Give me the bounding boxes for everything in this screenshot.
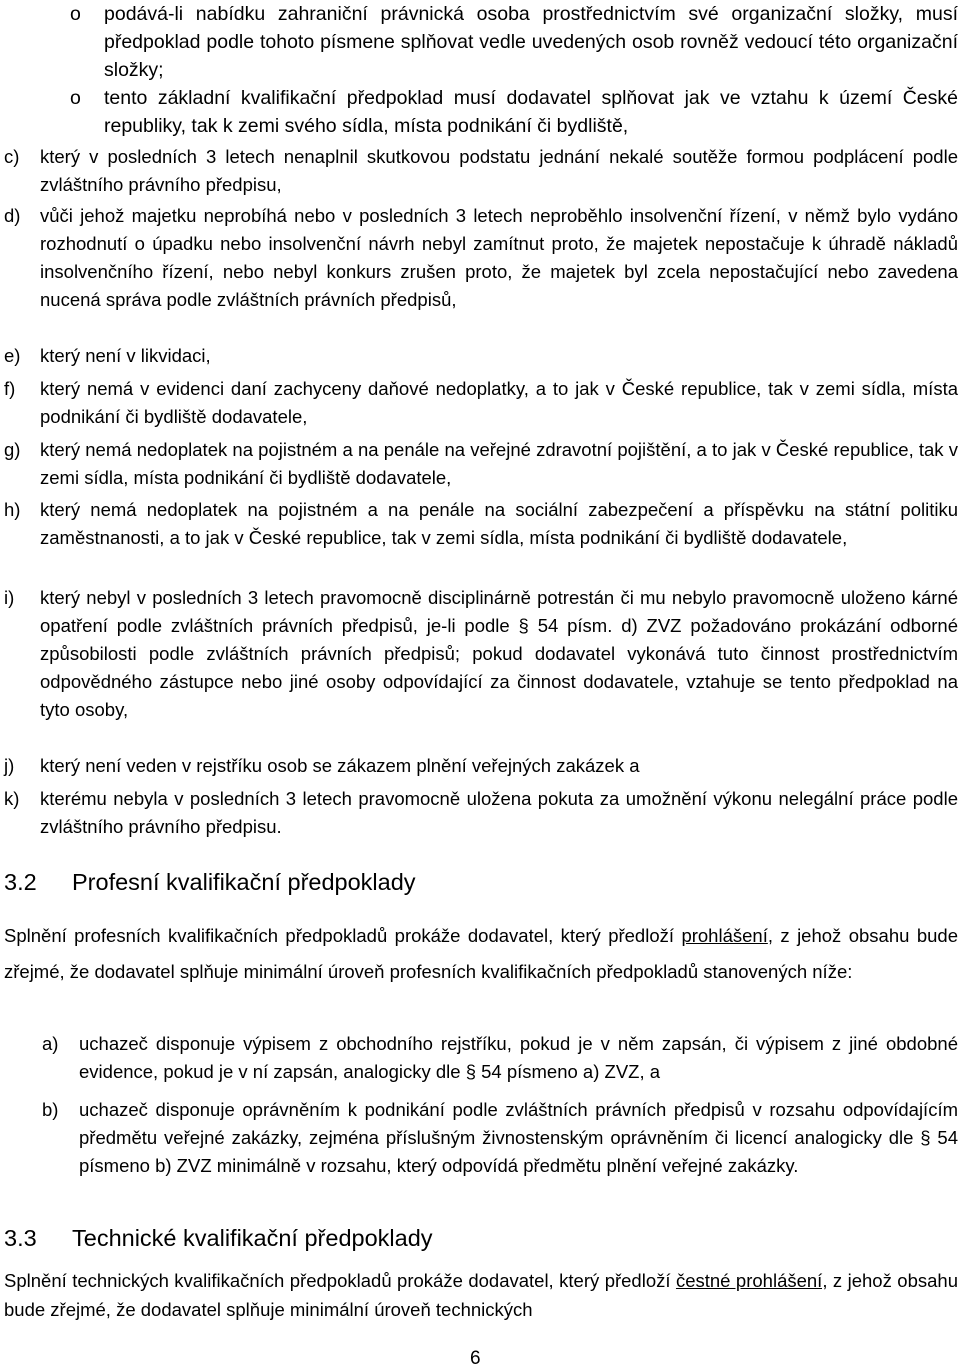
list-marker: k) [4,788,20,809]
list-item-i [4,584,958,724]
paragraph-text: z jehož obsahu bude zřejmé, že dodavatel splňuje minimální úroveň technických [4,1270,958,1320]
sub-item [70,0,958,84]
sub-item [70,84,958,140]
list-marker: g) [4,439,21,460]
list-marker: f) [4,378,16,399]
underlined-term: čestné prohlášení, [675,1270,828,1291]
section-heading-3-3 [4,1222,433,1254]
list-item-text: který nemá nedoplatek na pojistném a na penále na veřejné zdravotní pojištění, a to jak v České republice, tak v zemi sídla, místa podnikání či bydliště dodavatele, [40,439,958,488]
list-item-text: vůči jehož majetku neprobíhá nebo v posledních 3 letech neproběhlo insolvenční řízení, v němž bylo vydáno rozhodnutí o úpadku nebo insolvenční návrh nebyl zamítnut proto, že majetek nepostačuje k úhradě nákladů insolvenčního řízení, nebo nebyl konkurs zrušen proto, že majetek byl zcela nepostačující nebo zavedena nucená správa podle zvláštních právních předpisů, [40,205,958,310]
list-marker: b) [42,1099,59,1120]
list-item-text: který nebyl v posledních 3 letech pravomocně disciplinárně potrestán či mu nebylo pravomocně uloženo kárné opatření podle zvláštních právních předpisů, je-li podle § 54 písm. d) ZVZ požadováno prokázání odborné způsobilosti podle zvláštních právních předpisů; pokud dodavatel vykonává tuto činnost prostřednictvím odpovědného zástupce nebo jiné osoby odpovídající za činnost dodavatele, vztahuje se tento předpoklad na tyto osoby, [40,587,958,720]
list-item-b [42,1096,958,1180]
page-number: 6 [470,1348,481,1369]
list-marker: a) [42,1033,59,1054]
paragraph-text: Splnění profesních kvalifikačních předpokladů prokáže dodavatel, který předloží [4,925,682,946]
section-heading-3-2 [4,866,416,898]
list-item-a [42,1030,958,1086]
section-title: Technické kvalifikační předpoklady [72,1225,433,1251]
list-marker: o [70,87,81,109]
list-item-text: podává-li nabídku zahraniční právnická osoba prostřednictvím své organizační složky, musí předpoklad podle tohoto písmene splňovat vedle uvedených osob rovněž vedoucí této organizační složky; [104,3,958,81]
list-item-j [4,752,958,780]
section-paragraph [4,1266,958,1324]
list-item-text: který není v likvidaci, [40,345,211,366]
list-item-f [4,375,958,431]
section-number: 3.3 [4,1225,37,1251]
section-title: Profesní kvalifikační předpoklady [72,869,416,895]
list-item-e [4,342,958,370]
paragraph-text: Splnění technických kvalifikačních předpokladů prokáže dodavatel, který předloží [4,1270,676,1291]
list-item-text: který v posledních 3 letech nenaplnil skutkovou podstatu jednání nekalé soutěže formou podplácení podle zvláštního právního předpisu, [40,146,958,195]
paragraph-text: , z jehož obsahu bude zřejmé, že dodavatel splňuje minimální úroveň profesních kvalifikačních předpokladů stanovených níže: [4,925,958,982]
list-marker: j) [4,755,15,776]
list-item-text: kterému nebyla v posledních 3 letech pravomocně uložena pokuta za umožnění výkonu nelegální práce podle zvláštního právního předpisu. [40,788,958,837]
list-item-c [4,143,958,199]
list-item-text: který nemá nedoplatek na pojistném a na penále na sociální zabezpečení a příspěvku na státní politiku zaměstnanosti, a to jak v České republice, tak v zemi sídla, místa podnikání či bydliště dodavatele, [40,499,958,548]
list-marker: i) [4,587,15,608]
section-number: 3.2 [4,869,37,895]
underlined-term: prohlášení [681,925,768,946]
list-item-text: uchazeč disponuje výpisem z obchodního rejstříku, pokud je v něm zapsán, či výpisem z jiné obdobné evidence, pokud je v ní zapsán, analogicky dle § 54 písmeno a) ZVZ, a [79,1033,958,1082]
list-item-h [4,496,958,552]
list-item-k [4,785,958,841]
list-item-d [4,202,958,314]
list-marker: o [70,3,81,25]
list-item-text: tento základní kvalifikační předpoklad musí dodavatel splňovat jak ve vztahu k území České republiky, tak k zemi svého sídla, místa podnikání či bydliště, [104,87,958,137]
list-item-text: který není veden v rejstříku osob se zákazem plnění veřejných zakázek a [40,755,640,776]
list-item-text: který nemá v evidenci daní zachyceny daňové nedoplatky, a to jak v České republice, tak v zemi sídla, místa podnikání či bydliště dodavatele, [40,378,958,427]
list-item-g [4,436,958,492]
list-marker: h) [4,499,21,520]
list-marker: c) [4,146,20,167]
list-marker: e) [4,345,21,366]
list-item-text: uchazeč disponuje oprávněním k podnikání podle zvláštních právních předpisů v rozsahu odpovídajícím předmětu veřejné zakázky, zejména příslušným živnostenským oprávněním či licencí analogicky dle § 54 písmeno b) ZVZ minimálně v rozsahu, který odpovídá předmětu plnění veřejné zakázky. [79,1099,958,1176]
section-paragraph [4,918,958,990]
list-marker: d) [4,205,21,226]
